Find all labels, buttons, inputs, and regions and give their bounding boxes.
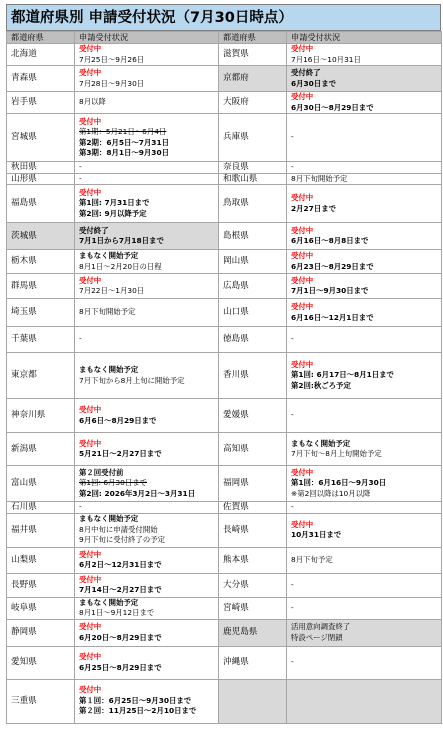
- status-line: 7月25日～9月26日: [79, 54, 145, 64]
- status-cell: [75, 162, 219, 174]
- status-cell: [287, 185, 442, 223]
- status-line: 受付中: [79, 549, 102, 559]
- status-cell: [287, 679, 442, 723]
- table-row: [7, 679, 442, 723]
- status-line: 6月23日～8月29日まで: [291, 261, 374, 271]
- status-line: 受付中: [79, 44, 102, 53]
- status-line: 8月下旬予定: [291, 554, 333, 564]
- status-line: 7月14日～2月27日まで: [79, 585, 162, 594]
- header-pref-left: 都道府県: [7, 32, 75, 44]
- prefecture-name: 宮城県: [7, 114, 75, 162]
- status-cell: [287, 223, 442, 250]
- status-line: 6月25日～8月29日まで: [79, 662, 162, 672]
- table-row: [7, 299, 442, 327]
- table-row: [7, 223, 442, 250]
- status-line: 受付中: [291, 467, 314, 477]
- status-line: 受付中: [291, 251, 314, 260]
- status-line: 7月22日～1月30日: [79, 286, 145, 295]
- prefecture-name: 沖縄県: [219, 646, 287, 679]
- status-line: まもなく開始予定: [79, 514, 139, 524]
- status-line: まもなく開始予定: [79, 597, 139, 607]
- prefecture-name: 北海道: [7, 44, 75, 66]
- status-line: -: [291, 502, 294, 511]
- status-cell: [75, 433, 219, 466]
- prefecture-name: 茨城県: [7, 223, 75, 250]
- status-line: 第1回：6月16日～9月30日: [291, 478, 387, 488]
- status-line: 受付中: [291, 275, 314, 285]
- prefecture-name: 佐賀県: [219, 502, 287, 514]
- status-cell: [75, 513, 219, 547]
- status-line: 6月2日～12月31日まで: [79, 560, 162, 569]
- status-cell: [75, 327, 219, 353]
- status-cell: [75, 274, 219, 299]
- header-status-left: 申請受付状況: [75, 32, 219, 44]
- status-line: 第1回: 6月30日まで: [79, 478, 147, 488]
- status-line: 6月16日～8月8日まで: [291, 236, 369, 245]
- status-line: まもなく開始予定: [79, 251, 139, 260]
- table-row: [7, 327, 442, 353]
- status-cell: [75, 66, 219, 92]
- status-line: -: [291, 334, 294, 344]
- status-cell: [75, 597, 219, 619]
- status-cell: [75, 466, 219, 502]
- prefecture-name: 富山県: [7, 466, 75, 502]
- prefecture-name: 兵庫県: [219, 114, 287, 162]
- status-cell: [75, 353, 219, 399]
- prefecture-name: 福岡県: [219, 466, 287, 502]
- prefecture-name: 福島県: [7, 185, 75, 223]
- prefecture-name: 岩手県: [7, 92, 75, 114]
- table-row: [7, 66, 442, 92]
- status-line: 6月16日～12月1日まで: [291, 312, 374, 322]
- prefecture-name: 愛知県: [7, 646, 75, 679]
- prefecture-name: 高知県: [219, 433, 287, 466]
- status-line: 受付中: [79, 652, 102, 661]
- status-line: -: [291, 162, 294, 171]
- prefecture-name: 大分県: [219, 573, 287, 597]
- status-cell: [287, 353, 442, 399]
- status-line: 8月以降: [79, 97, 106, 107]
- prefecture-name: 滋賀県: [219, 44, 287, 66]
- status-cell: [287, 502, 442, 514]
- status-line: 第3期：8月1日～9月30日: [79, 148, 169, 157]
- status-line: -: [291, 410, 294, 420]
- status-cell: [287, 299, 442, 327]
- status-line: 8月中旬に申請受付開始: [79, 524, 158, 534]
- prefecture-name: 京都府: [219, 66, 287, 92]
- status-line: -: [291, 657, 294, 667]
- table-row: [7, 597, 442, 619]
- prefecture-name: 徳島県: [219, 327, 287, 353]
- status-cell: [287, 250, 442, 274]
- status-cell: [287, 547, 442, 573]
- table-row: [7, 92, 442, 114]
- status-cell: [287, 66, 442, 92]
- status-cell: [75, 646, 219, 679]
- table-row: [7, 250, 442, 274]
- prefecture-name: 三重県: [7, 679, 75, 723]
- status-cell: [287, 433, 442, 466]
- status-cell: [287, 44, 442, 66]
- status-line: 6月20日～8月29日まで: [79, 632, 162, 642]
- prefecture-name: 大阪府: [219, 92, 287, 114]
- status-cell: [287, 114, 442, 162]
- table-row: [7, 274, 442, 299]
- prefecture-name: 石川県: [7, 502, 75, 514]
- status-line: -: [79, 162, 82, 171]
- status-cell: [287, 399, 442, 433]
- table-row: [7, 399, 442, 433]
- prefecture-name: 青森県: [7, 66, 75, 92]
- status-line: 7月16日～10月31日: [291, 54, 361, 64]
- prefecture-name: 群馬県: [7, 274, 75, 299]
- status-line: 受付中: [79, 622, 102, 631]
- status-line: 8月下旬開始予定: [291, 173, 348, 183]
- status-cell: [75, 185, 219, 223]
- prefecture-name: 長崎県: [219, 513, 287, 547]
- status-cell: [75, 44, 219, 66]
- status-line: 受付中: [291, 92, 314, 101]
- status-line: 第2回: 9月以降予定: [79, 208, 147, 218]
- status-table: [6, 31, 442, 724]
- prefecture-name: 静岡県: [7, 619, 75, 646]
- table-row: [7, 513, 442, 547]
- table-row: [7, 114, 442, 162]
- status-line: -: [79, 334, 82, 344]
- table-row: [7, 173, 442, 185]
- status-line: 受付中: [79, 116, 102, 126]
- prefecture-name: 和歌山県: [219, 173, 287, 185]
- prefecture-name: 東京都: [7, 353, 75, 399]
- status-line: 第2回: 2026年3月2日～3月31日: [79, 488, 196, 498]
- prefecture-name: 山梨県: [7, 547, 75, 573]
- table-row: [7, 646, 442, 679]
- status-line: -: [291, 602, 294, 612]
- status-line: 第1回: 7月31日まで: [79, 198, 150, 208]
- status-line: 受付中: [291, 359, 314, 369]
- status-line: 第１回：6月25日～9月30日まで: [79, 695, 192, 705]
- status-line: 第2回:秋ごろ予定: [291, 380, 351, 390]
- status-line: 第1回: 6月17日～8月1日まで: [291, 370, 394, 380]
- status-line: 6月30日～8月29日まで: [291, 102, 374, 112]
- prefecture-name: 香川県: [219, 353, 287, 399]
- status-cell: [75, 399, 219, 433]
- status-line: -: [291, 579, 294, 589]
- status-line: 受付終了: [79, 225, 109, 235]
- status-line: 受付中: [79, 405, 102, 414]
- status-cell: [75, 173, 219, 185]
- status-line: 6月30日まで: [291, 78, 336, 88]
- status-line: 第２回受付前: [79, 467, 124, 477]
- status-line: 7月下旬から8月上旬に開始予定: [79, 375, 185, 385]
- table-row: [7, 573, 442, 597]
- table-row: [7, 547, 442, 573]
- status-line: 受付中: [291, 44, 314, 53]
- status-cell: [75, 92, 219, 114]
- status-line: 受付中: [79, 574, 102, 584]
- status-line: まもなく開始予定: [79, 365, 139, 374]
- status-line: 受付中: [291, 302, 314, 311]
- status-cell: [75, 223, 219, 250]
- status-cell: [287, 597, 442, 619]
- status-cell: [287, 327, 442, 353]
- status-line: 2月27日まで: [291, 203, 336, 213]
- prefecture-name: 岐阜県: [7, 597, 75, 619]
- status-line: 活用意向調査終了: [291, 622, 351, 631]
- status-cell: [75, 250, 219, 274]
- status-line: 受付中: [79, 685, 102, 695]
- status-line: -: [291, 132, 294, 142]
- prefecture-status-sheet: [6, 4, 441, 724]
- prefecture-name: 広島県: [219, 274, 287, 299]
- status-line: 受付中: [79, 438, 102, 448]
- table-row: [7, 353, 442, 399]
- status-cell: [75, 502, 219, 514]
- header-status-right: 申請受付状況: [287, 32, 442, 44]
- header-pref-right: 都道府県: [219, 32, 287, 44]
- status-cell: [287, 274, 442, 299]
- prefecture-name: 福井県: [7, 513, 75, 547]
- header-row: [7, 32, 442, 44]
- status-line: 6月6日～8月29日まで: [79, 415, 157, 425]
- prefecture-name: [219, 679, 287, 723]
- prefecture-name: 千葉県: [7, 327, 75, 353]
- status-cell: [287, 162, 442, 174]
- status-cell: [287, 173, 442, 185]
- status-cell: [75, 619, 219, 646]
- status-cell: [75, 573, 219, 597]
- table-row: [7, 44, 442, 66]
- status-cell: [287, 646, 442, 679]
- prefecture-name: 熊本県: [219, 547, 287, 573]
- status-line: 8月下旬開始予定: [79, 307, 136, 317]
- status-line: 第２回：11月25日～2月10日まで: [79, 706, 197, 716]
- status-cell: [75, 114, 219, 162]
- status-line: -: [79, 502, 82, 511]
- table-row: [7, 619, 442, 646]
- prefecture-name: 秋田県: [7, 162, 75, 174]
- status-line: ※第2回以降は10月以降: [291, 488, 371, 498]
- status-line: 7月1日から7月18日まで: [79, 236, 164, 245]
- status-cell: [75, 679, 219, 723]
- status-line: 7月28日～9月30日: [79, 78, 145, 88]
- prefecture-name: 島根県: [219, 223, 287, 250]
- status-cell: [287, 619, 442, 646]
- status-line: 受付中: [79, 68, 102, 77]
- status-line: 7月下旬～8月上旬開始予定: [291, 449, 382, 458]
- prefecture-name: 長野県: [7, 573, 75, 597]
- prefecture-name: 埼玉県: [7, 299, 75, 327]
- status-cell: [287, 513, 442, 547]
- status-line: -: [79, 173, 82, 183]
- status-line: まもなく開始予定: [291, 438, 351, 448]
- status-cell: [287, 92, 442, 114]
- table-row: [7, 466, 442, 502]
- status-cell: [287, 466, 442, 502]
- status-line: 受付終了: [291, 68, 321, 77]
- status-line: 10月31日まで: [291, 530, 342, 539]
- status-line: 第2期：6月5日～7月31日: [79, 137, 169, 147]
- prefecture-name: 岡山県: [219, 250, 287, 274]
- table-row: [7, 433, 442, 466]
- status-line: 受付中: [291, 193, 314, 202]
- status-line: 第1期：5月21日～6月4日: [79, 127, 167, 136]
- prefecture-name: 新潟県: [7, 433, 75, 466]
- prefecture-name: 愛媛県: [219, 399, 287, 433]
- sheet-title: 都道府県別 申請受付状況（7月30日時点）: [6, 4, 441, 31]
- table-row: [7, 162, 442, 174]
- prefecture-name: 奈良県: [219, 162, 287, 174]
- status-line: 受付中: [291, 519, 314, 529]
- status-cell: [75, 299, 219, 327]
- status-line: 特設ページ閉鎖: [291, 632, 343, 642]
- table-row: [7, 502, 442, 514]
- prefecture-name: 鳥取県: [219, 185, 287, 223]
- prefecture-name: 神奈川県: [7, 399, 75, 433]
- status-cell: [75, 547, 219, 573]
- status-line: 受付中: [79, 275, 102, 285]
- status-line: 5月21日～2月27日まで: [79, 449, 162, 458]
- status-table-body: [7, 32, 442, 724]
- prefecture-name: 宮崎県: [219, 597, 287, 619]
- status-cell: [287, 573, 442, 597]
- status-line: 7月1日～9月30日まで: [291, 286, 369, 295]
- status-line: 9月下旬に受付終了の予定: [79, 535, 166, 545]
- table-row: [7, 185, 442, 223]
- prefecture-name: 鹿児島県: [219, 619, 287, 646]
- status-line: 受付中: [291, 225, 314, 235]
- prefecture-name: 山形県: [7, 173, 75, 185]
- status-line: 受付中: [79, 187, 102, 197]
- status-line: 8月1日～2月20日の日程: [79, 261, 162, 271]
- status-line: 8月1日～9月12日まで: [79, 608, 155, 617]
- prefecture-name: 栃木県: [7, 250, 75, 274]
- prefecture-name: 山口県: [219, 299, 287, 327]
